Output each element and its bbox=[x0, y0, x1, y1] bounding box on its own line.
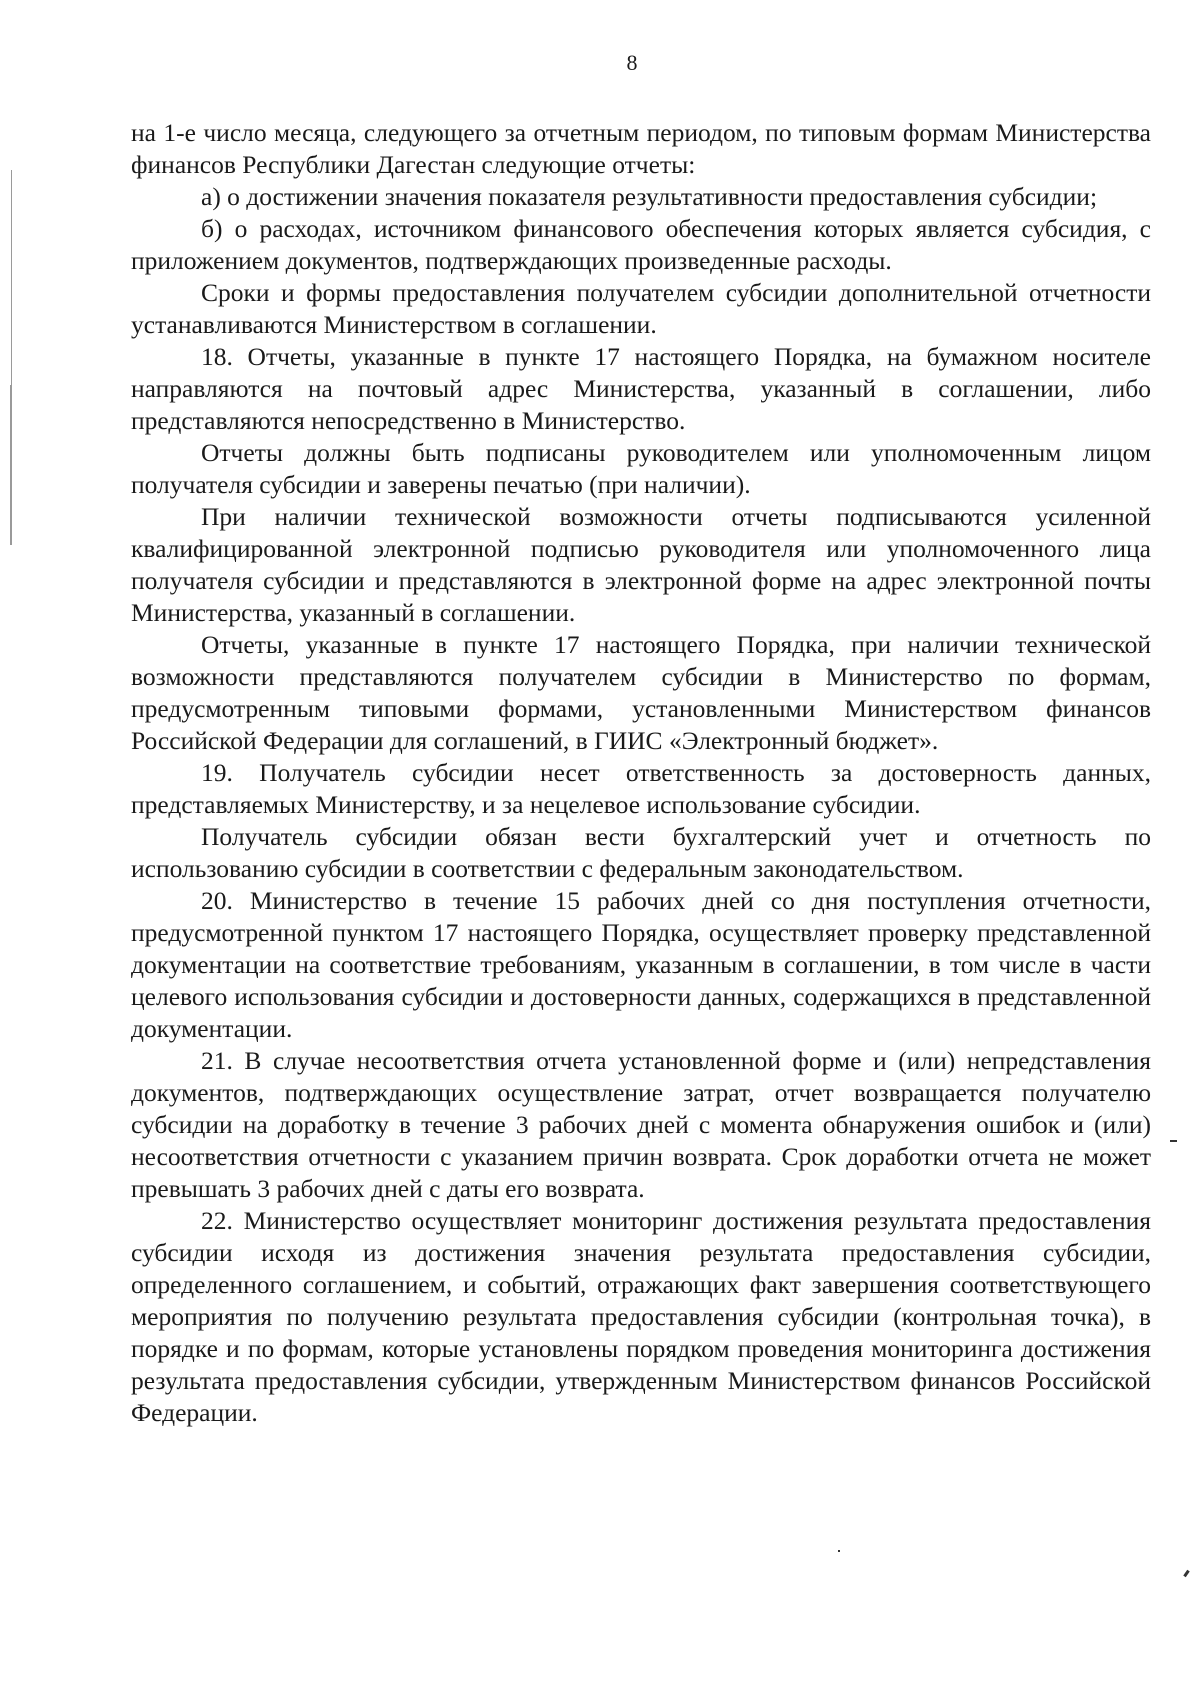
paragraph: 18. Отчеты, указанные в пункте 17 настоящего Порядка, на бумажном носителе направляются на почтовый адрес Министерства, указанный в соглашении, либо представляются непосредственно в Министерство. bbox=[131, 342, 1151, 435]
paragraph: 20. Министерство в течение 15 рабочих дней со дня поступления отчетности, предусмотренной пунктом 17 настоящего Порядка, осуществляет проверку представленной документации на соответствие требованиям, указанным в соглашении, в том числе в части целевого использования субсидии и достоверности данных, содержащихся в представленной документации. bbox=[131, 886, 1151, 1043]
scan-margin-line bbox=[10, 385, 11, 545]
paragraph: 19. Получатель субсидии несет ответственность за достоверность данных, представляемых Министерству, и за нецелевое использование субсидии. bbox=[131, 758, 1151, 819]
document-body bbox=[131, 117, 1151, 1429]
paragraph: Отчеты должны быть подписаны руководителем или уполномоченным лицом получателя субсидии и заверены печатью (при наличии). bbox=[131, 438, 1151, 499]
paragraph: 21. В случае несоответствия отчета установленной форме и (или) непредставления документов, подтверждающих осуществление затрат, отчет возвращается получателю субсидии на доработку в течение 3 рабочих дней с момента обнаружения ошибок и (или) несоответствия отчетности с указанием причин возврата. Срок доработки отчета не может превышать 3 рабочих дней с даты его возврата. bbox=[131, 1046, 1151, 1203]
scan-speck bbox=[838, 1550, 840, 1552]
paragraph: а) о достижении значения показателя результативности предоставления субсидии; bbox=[201, 182, 1098, 211]
scan-margin-line bbox=[11, 170, 12, 545]
paragraph: на 1-е число месяца, следующего за отчетным периодом, по типовым формам Министерства финансов Республики Дагестан следующие отчеты: bbox=[131, 118, 1151, 179]
scan-speck bbox=[1183, 1570, 1189, 1577]
page-number: 8 bbox=[626, 50, 638, 75]
paragraph: б) о расходах, источником финансового обеспечения которых является субсидия, с приложением документов, подтверждающих произведенные расходы. bbox=[131, 214, 1151, 275]
paragraph: 22. Министерство осуществляет мониторинг достижения результата предоставления субсидии исходя из достижения значения результата предоставления субсидии, определенного соглашением, и событий, отражающих факт завершения соответствующего мероприятия по получению результата предоставления субсидии (контрольная точка), в порядке и по формам, которые установлены порядком проведения мониторинга достижения результата предоставления субсидии, утвержденным Министерством финансов Российской Федерации. bbox=[131, 1206, 1151, 1427]
scan-speck bbox=[1170, 1140, 1177, 1142]
paragraph: Сроки и формы предоставления получателем субсидии дополнительной отчетности устанавливаются Министерством в соглашении. bbox=[131, 278, 1151, 339]
paragraph: Получатель субсидии обязан вести бухгалтерский учет и отчетность по использованию субсидии в соответствии с федеральным законодательством. bbox=[131, 822, 1151, 883]
paragraph: Отчеты, указанные в пункте 17 настоящего Порядка, при наличии технической возможности представляются получателем субсидии в Министерство по формам, предусмотренным типовыми формами, установленными Министерством финансов Российской Федерации для соглашений, в ГИИС «Электронный бюджет». bbox=[131, 630, 1151, 755]
paragraph: При наличии технической возможности отчеты подписываются усиленной квалифицированной электронной подписью руководителя или уполномоченного лица получателя субсидии и представляются в электронной форме на адрес электронной почты Министерства, указанный в соглашении. bbox=[131, 502, 1151, 627]
